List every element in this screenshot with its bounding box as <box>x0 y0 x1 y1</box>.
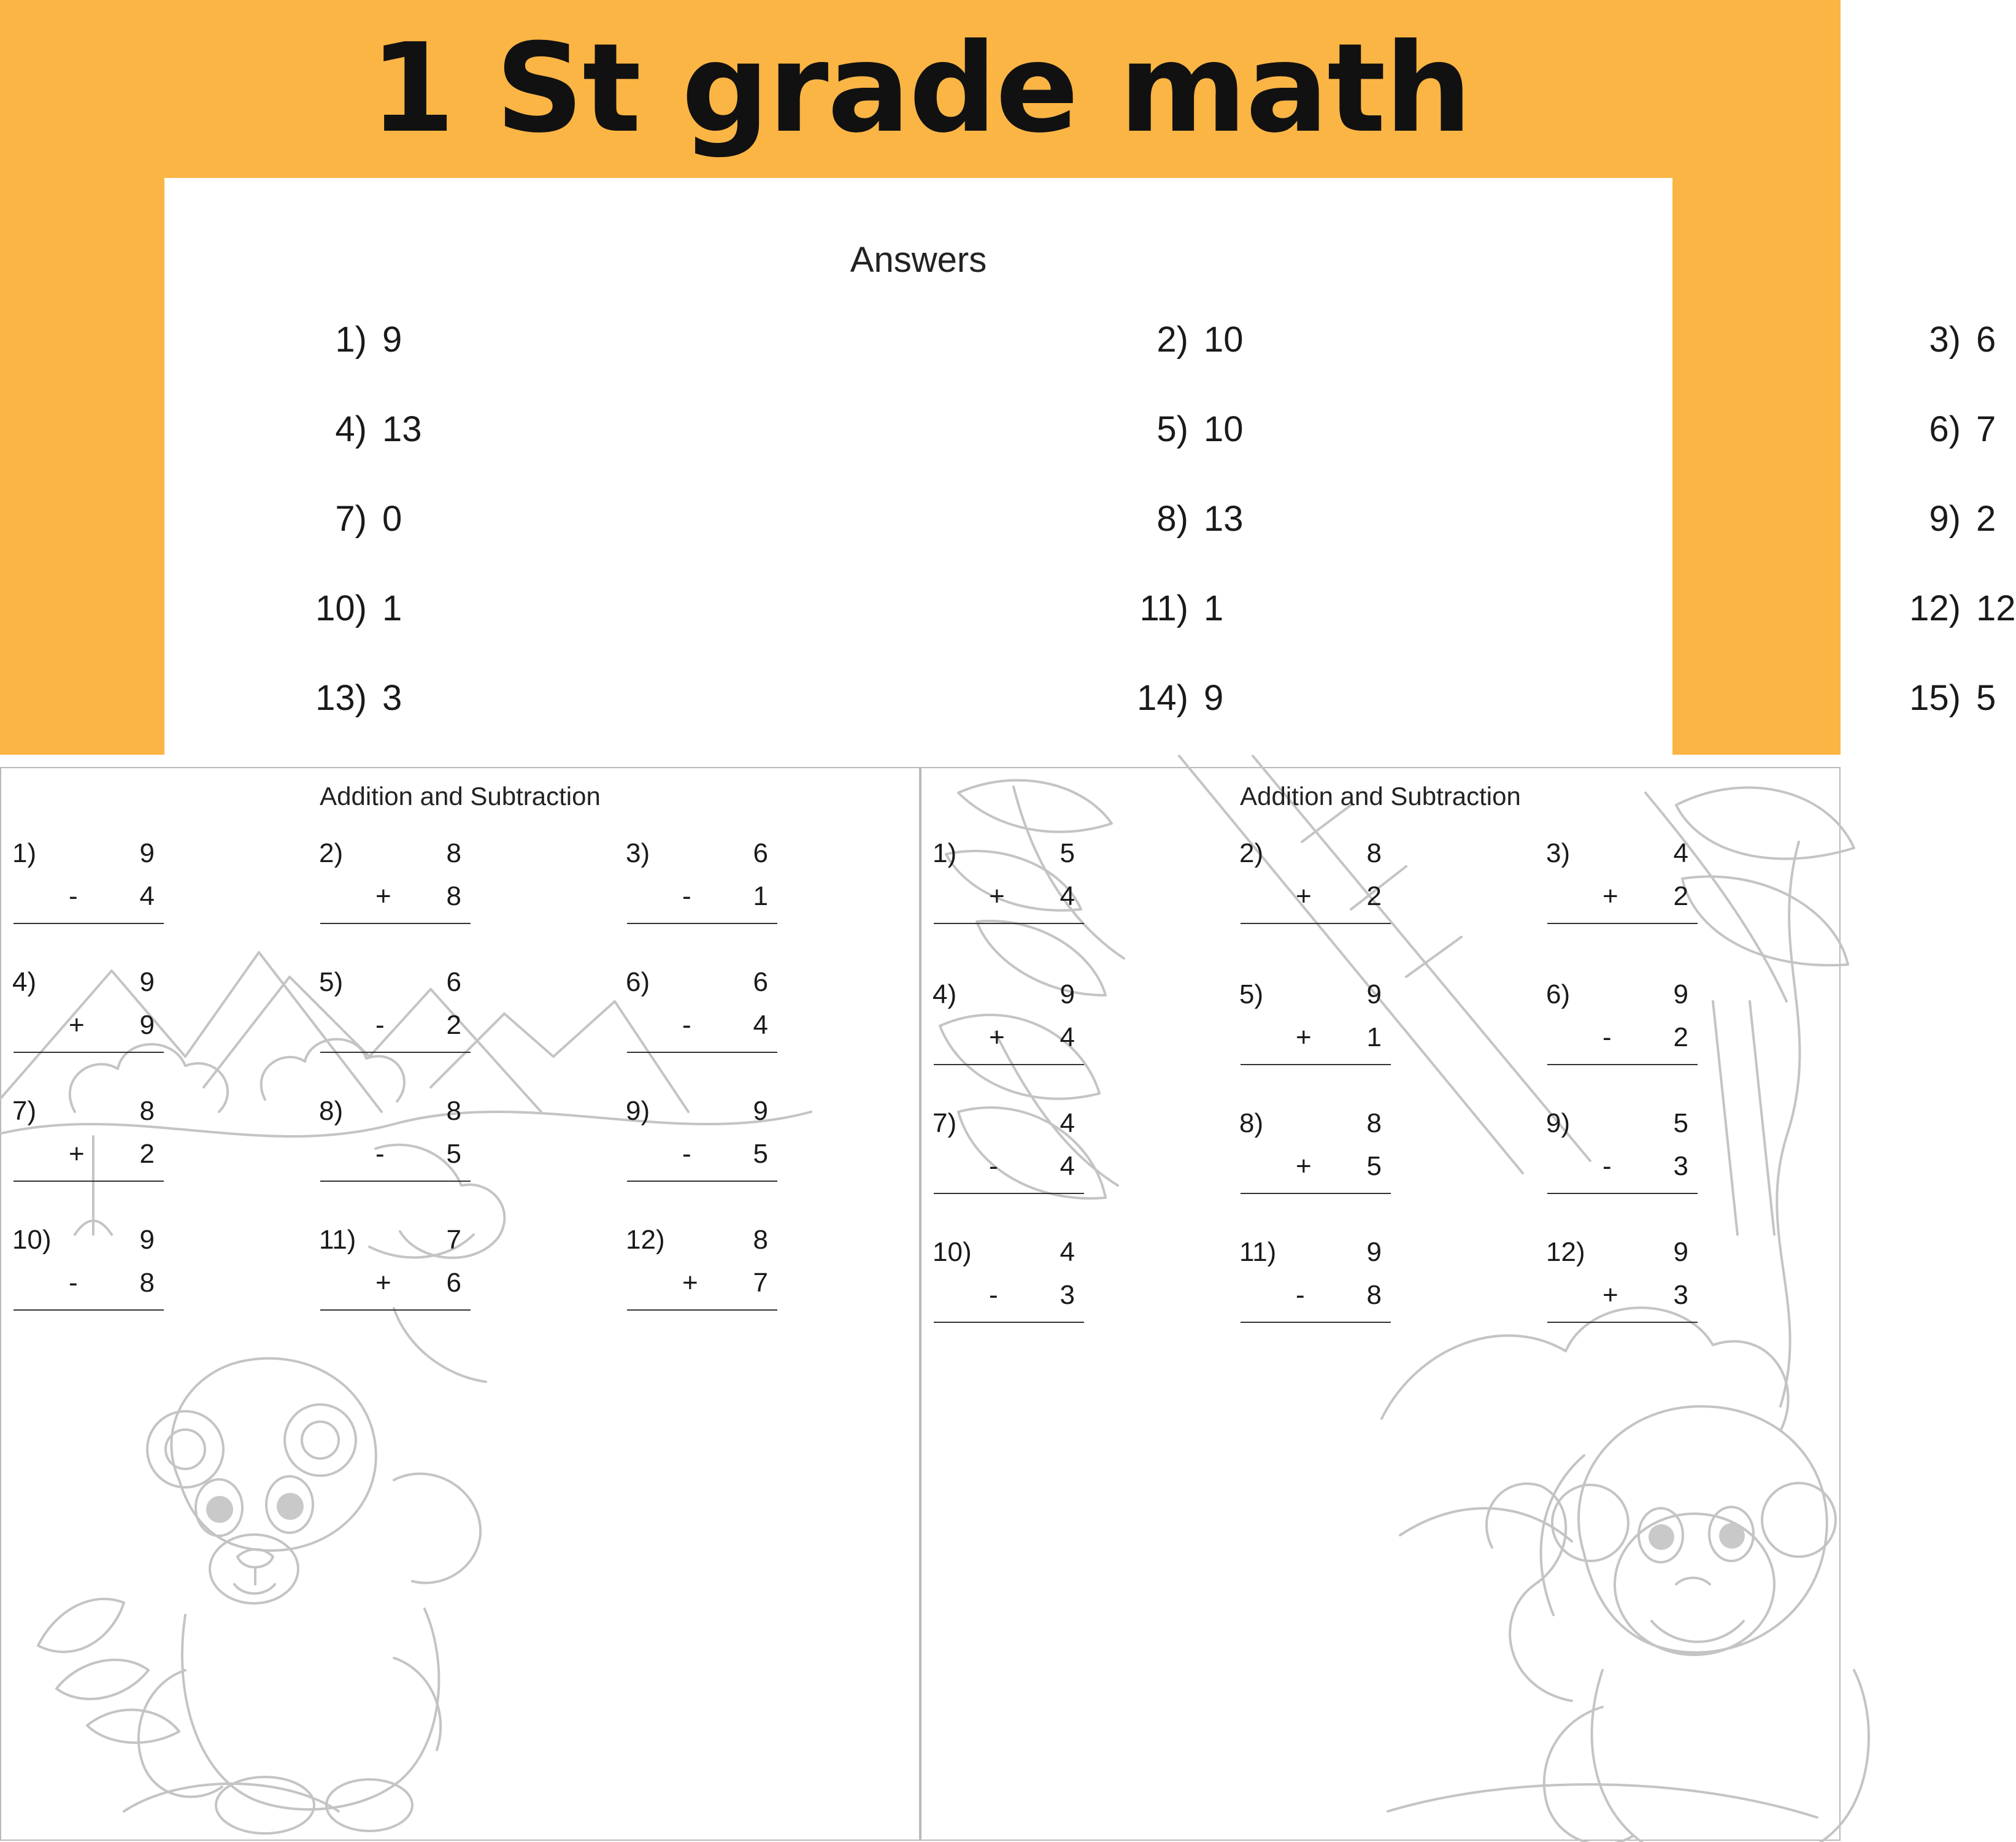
answer-blank[interactable] <box>1241 1064 1391 1065</box>
worksheet-right-page <box>920 767 1841 1841</box>
problem-number: 12) <box>626 1225 665 1255</box>
answer-value: 2 <box>1976 499 1996 539</box>
answer-blank[interactable] <box>934 923 1084 924</box>
problem-top-operand: 9 <box>753 1096 768 1126</box>
answer-value: 3 <box>382 678 402 718</box>
problem-7 <box>921 1087 1228 1216</box>
answers-row <box>164 409 1996 498</box>
answer-value: 13 <box>1204 499 1244 539</box>
answers-sheet <box>164 178 2016 755</box>
problem-top-operand: 9 <box>139 838 155 868</box>
answer-blank[interactable] <box>320 1181 471 1182</box>
problem-row <box>1 1087 921 1216</box>
problem-row <box>921 1216 1842 1345</box>
problem-top-operand: 5 <box>1060 838 1075 868</box>
problem-number: 11) <box>1239 1237 1277 1267</box>
problem-top-operand: 9 <box>1366 979 1382 1009</box>
problem-top-operand: 4 <box>1060 1237 1075 1267</box>
problem-bottom-operand: 1 <box>1366 1022 1382 1052</box>
problem-2 <box>308 830 615 958</box>
problem-9 <box>1535 1087 1842 1216</box>
problem-bottom-operand: 2 <box>1673 1022 1688 1052</box>
problem-bottom-operand: 4 <box>1060 881 1075 911</box>
answer-blank[interactable] <box>320 1052 471 1053</box>
answers-row <box>164 677 1996 767</box>
problem-bottom-operand: 1 <box>753 881 768 911</box>
problem-bottom-operand: 4 <box>753 1010 768 1040</box>
problem-row <box>921 958 1842 1087</box>
problem-operator: - <box>69 881 78 911</box>
answer-value: 9 <box>1204 678 1224 718</box>
worksheet-right <box>920 755 1841 1841</box>
problem-operator: + <box>989 881 1005 911</box>
answer-blank[interactable] <box>1547 1193 1698 1194</box>
answer-value: 1 <box>1204 588 1224 628</box>
problem-11 <box>1228 1216 1535 1345</box>
answer-number: 1) <box>335 320 367 360</box>
answer-number: 8) <box>1156 499 1188 539</box>
answer-value: 10 <box>1204 409 1244 449</box>
answer-number: 4) <box>335 409 367 449</box>
problem-bottom-operand: 5 <box>753 1139 768 1169</box>
problem-bottom-operand: 5 <box>446 1139 461 1169</box>
answer-value: 1 <box>382 588 402 628</box>
problem-bottom-operand: 8 <box>139 1268 155 1298</box>
problem-top-operand: 9 <box>139 967 155 997</box>
problem-number: 4) <box>933 979 957 1009</box>
problem-operator: - <box>989 1151 998 1181</box>
answer-blank[interactable] <box>627 1309 777 1311</box>
answers-heading: Answers <box>850 240 987 280</box>
problem-4 <box>1 958 308 1087</box>
problem-7 <box>1 1087 308 1216</box>
answer-number: 7) <box>335 499 367 539</box>
problem-bottom-operand: 5 <box>1366 1151 1382 1181</box>
problem-top-operand: 5 <box>1673 1108 1688 1138</box>
problem-operator: + <box>69 1139 85 1169</box>
problem-bottom-operand: 4 <box>1060 1151 1075 1181</box>
problem-top-operand: 8 <box>1366 1108 1382 1138</box>
answer-value: 5 <box>1976 678 1996 718</box>
problem-bottom-operand: 6 <box>446 1268 461 1298</box>
problem-number: 10) <box>933 1237 972 1267</box>
worksheet-left-title: Addition and Subtraction <box>320 782 601 811</box>
problem-number: 5) <box>319 967 344 997</box>
answer-value: 13 <box>382 409 422 449</box>
problem-operator: + <box>682 1268 698 1298</box>
problem-operator: + <box>1296 1022 1312 1052</box>
problem-number: 11) <box>319 1225 356 1255</box>
problem-number: 2) <box>1239 838 1264 868</box>
problem-12 <box>615 1216 921 1345</box>
problem-top-operand: 4 <box>1060 1108 1075 1138</box>
answer-value: 6 <box>1976 320 1996 360</box>
problem-4 <box>921 958 1228 1087</box>
problem-row <box>921 1087 1842 1216</box>
answer-number: 9) <box>1929 499 1961 539</box>
problem-top-operand: 8 <box>446 1096 461 1126</box>
problem-operator: - <box>989 1280 998 1310</box>
problem-10 <box>1 1216 308 1345</box>
problem-operator: + <box>1296 1151 1312 1181</box>
problem-number: 3) <box>626 838 650 868</box>
worksheet-left <box>0 755 920 1841</box>
problem-operator: - <box>375 1139 385 1169</box>
problem-top-operand: 9 <box>1673 1237 1688 1267</box>
answer-blank[interactable] <box>627 1052 777 1053</box>
answer-blank[interactable] <box>1241 923 1391 924</box>
problem-2 <box>1228 830 1535 958</box>
problem-bottom-operand: 7 <box>753 1268 768 1298</box>
answer-number: 13) <box>315 678 367 718</box>
answers-grid <box>164 319 2016 767</box>
problem-operator: + <box>1296 881 1312 911</box>
worksheet-left-problems <box>1 830 921 1345</box>
problem-10 <box>921 1216 1228 1345</box>
answer-number: 6) <box>1929 409 1961 449</box>
problem-1 <box>921 830 1228 958</box>
page-title: 1 St grade math <box>369 17 1471 160</box>
problem-number: 7) <box>933 1108 957 1138</box>
problem-number: 3) <box>1546 838 1571 868</box>
answers-row <box>164 588 2016 677</box>
problem-number: 7) <box>12 1096 37 1126</box>
problem-number: 10) <box>12 1225 52 1255</box>
answer-number: 10) <box>315 588 367 628</box>
answer-number: 5) <box>1156 409 1188 449</box>
worksheet-right-title: Addition and Subtraction <box>1240 782 1521 811</box>
problem-number: 1) <box>12 838 37 868</box>
problem-row <box>1 958 921 1087</box>
problem-top-operand: 6 <box>446 967 461 997</box>
problem-row <box>1 1216 921 1345</box>
answer-blank[interactable] <box>1547 1322 1698 1323</box>
problem-operator: - <box>375 1010 385 1040</box>
problem-operator: + <box>1602 881 1618 911</box>
problem-operator: - <box>682 881 691 911</box>
answer-blank[interactable] <box>13 1309 164 1311</box>
problem-top-operand: 9 <box>1673 979 1688 1009</box>
answer-value: 7 <box>1976 409 1996 449</box>
problem-number: 2) <box>319 838 344 868</box>
problem-number: 8) <box>319 1096 344 1126</box>
problem-operator: - <box>1296 1280 1305 1310</box>
answer-blank[interactable] <box>934 1193 1084 1194</box>
problem-8 <box>1228 1087 1535 1216</box>
answer-number: 14) <box>1137 678 1188 718</box>
problem-operator: - <box>682 1010 691 1040</box>
problem-operator: - <box>1602 1151 1612 1181</box>
worksheet-left-page <box>0 767 920 1841</box>
problem-top-operand: 7 <box>446 1225 461 1255</box>
answer-blank[interactable] <box>934 1064 1084 1065</box>
problem-top-operand: 8 <box>753 1225 768 1255</box>
problem-bottom-operand: 8 <box>446 881 461 911</box>
problem-top-operand: 9 <box>139 1225 155 1255</box>
answer-value: 12 <box>1976 588 2016 628</box>
problem-number: 6) <box>1546 979 1571 1009</box>
problem-operator: + <box>1602 1280 1618 1310</box>
answer-blank[interactable] <box>320 1309 471 1311</box>
answer-number: 15) <box>1909 678 1961 718</box>
problem-3 <box>615 830 921 958</box>
worksheet-right-problems <box>921 830 1842 1345</box>
problem-operator: + <box>69 1010 85 1040</box>
problem-bottom-operand: 9 <box>139 1010 155 1040</box>
problem-number: 9) <box>626 1096 650 1126</box>
problem-operator: - <box>1602 1022 1612 1052</box>
answer-blank[interactable] <box>1547 923 1698 924</box>
problem-bottom-operand: 2 <box>446 1010 461 1040</box>
problem-bottom-operand: 3 <box>1060 1280 1075 1310</box>
answer-blank[interactable] <box>13 1052 164 1053</box>
answer-blank[interactable] <box>934 1322 1084 1323</box>
problem-bottom-operand: 4 <box>139 881 155 911</box>
answer-blank[interactable] <box>1241 1193 1391 1194</box>
problem-9 <box>615 1087 921 1216</box>
problem-bottom-operand: 2 <box>1673 881 1688 911</box>
problem-11 <box>308 1216 615 1345</box>
answer-value: 9 <box>382 320 402 360</box>
answer-number: 2) <box>1156 320 1188 360</box>
problem-8 <box>308 1087 615 1216</box>
problem-top-operand: 9 <box>1366 1237 1382 1267</box>
problem-row <box>921 830 1842 958</box>
problem-top-operand: 6 <box>753 967 768 997</box>
answer-blank[interactable] <box>1241 1322 1391 1323</box>
problem-6 <box>615 958 921 1087</box>
answer-blank[interactable] <box>627 1181 777 1182</box>
problem-5 <box>308 958 615 1087</box>
problem-bottom-operand: 3 <box>1673 1280 1688 1310</box>
problem-bottom-operand: 2 <box>1366 881 1382 911</box>
problem-bottom-operand: 3 <box>1673 1151 1688 1181</box>
problem-number: 9) <box>1546 1108 1571 1138</box>
problem-top-operand: 8 <box>139 1096 155 1126</box>
answers-row <box>164 319 1996 409</box>
answer-value: 0 <box>382 499 402 539</box>
problem-row <box>1 830 921 958</box>
problem-operator: + <box>375 1268 391 1298</box>
problem-top-operand: 6 <box>753 838 768 868</box>
problem-6 <box>1535 958 1842 1087</box>
problem-top-operand: 9 <box>1060 979 1075 1009</box>
answer-blank[interactable] <box>1547 1064 1698 1065</box>
worksheets-area <box>0 755 1841 1841</box>
answer-blank[interactable] <box>13 923 164 924</box>
answer-value: 10 <box>1204 320 1244 360</box>
problem-operator: - <box>69 1268 78 1298</box>
problem-bottom-operand: 8 <box>1366 1280 1382 1310</box>
problem-top-operand: 8 <box>1366 838 1382 868</box>
problem-number: 4) <box>12 967 37 997</box>
problem-number: 8) <box>1239 1108 1264 1138</box>
problem-operator: + <box>989 1022 1005 1052</box>
problem-12 <box>1535 1216 1842 1345</box>
problem-operator: - <box>682 1139 691 1169</box>
answer-blank[interactable] <box>320 923 471 924</box>
problem-number: 1) <box>933 838 957 868</box>
answer-blank[interactable] <box>13 1181 164 1182</box>
answer-number: 3) <box>1929 320 1961 360</box>
problem-3 <box>1535 830 1842 958</box>
problem-number: 12) <box>1546 1237 1585 1267</box>
problem-number: 6) <box>626 967 650 997</box>
problem-5 <box>1228 958 1535 1087</box>
answer-number: 12) <box>1909 588 1961 628</box>
problem-top-operand: 4 <box>1673 838 1688 868</box>
problem-bottom-operand: 2 <box>139 1139 155 1169</box>
answer-number: 11) <box>1139 588 1188 628</box>
problem-operator: + <box>375 881 391 911</box>
problem-top-operand: 8 <box>446 838 461 868</box>
answers-row <box>164 498 1996 588</box>
answer-blank[interactable] <box>627 923 777 924</box>
problem-bottom-operand: 4 <box>1060 1022 1075 1052</box>
problem-1 <box>1 830 308 958</box>
problem-number: 5) <box>1239 979 1264 1009</box>
